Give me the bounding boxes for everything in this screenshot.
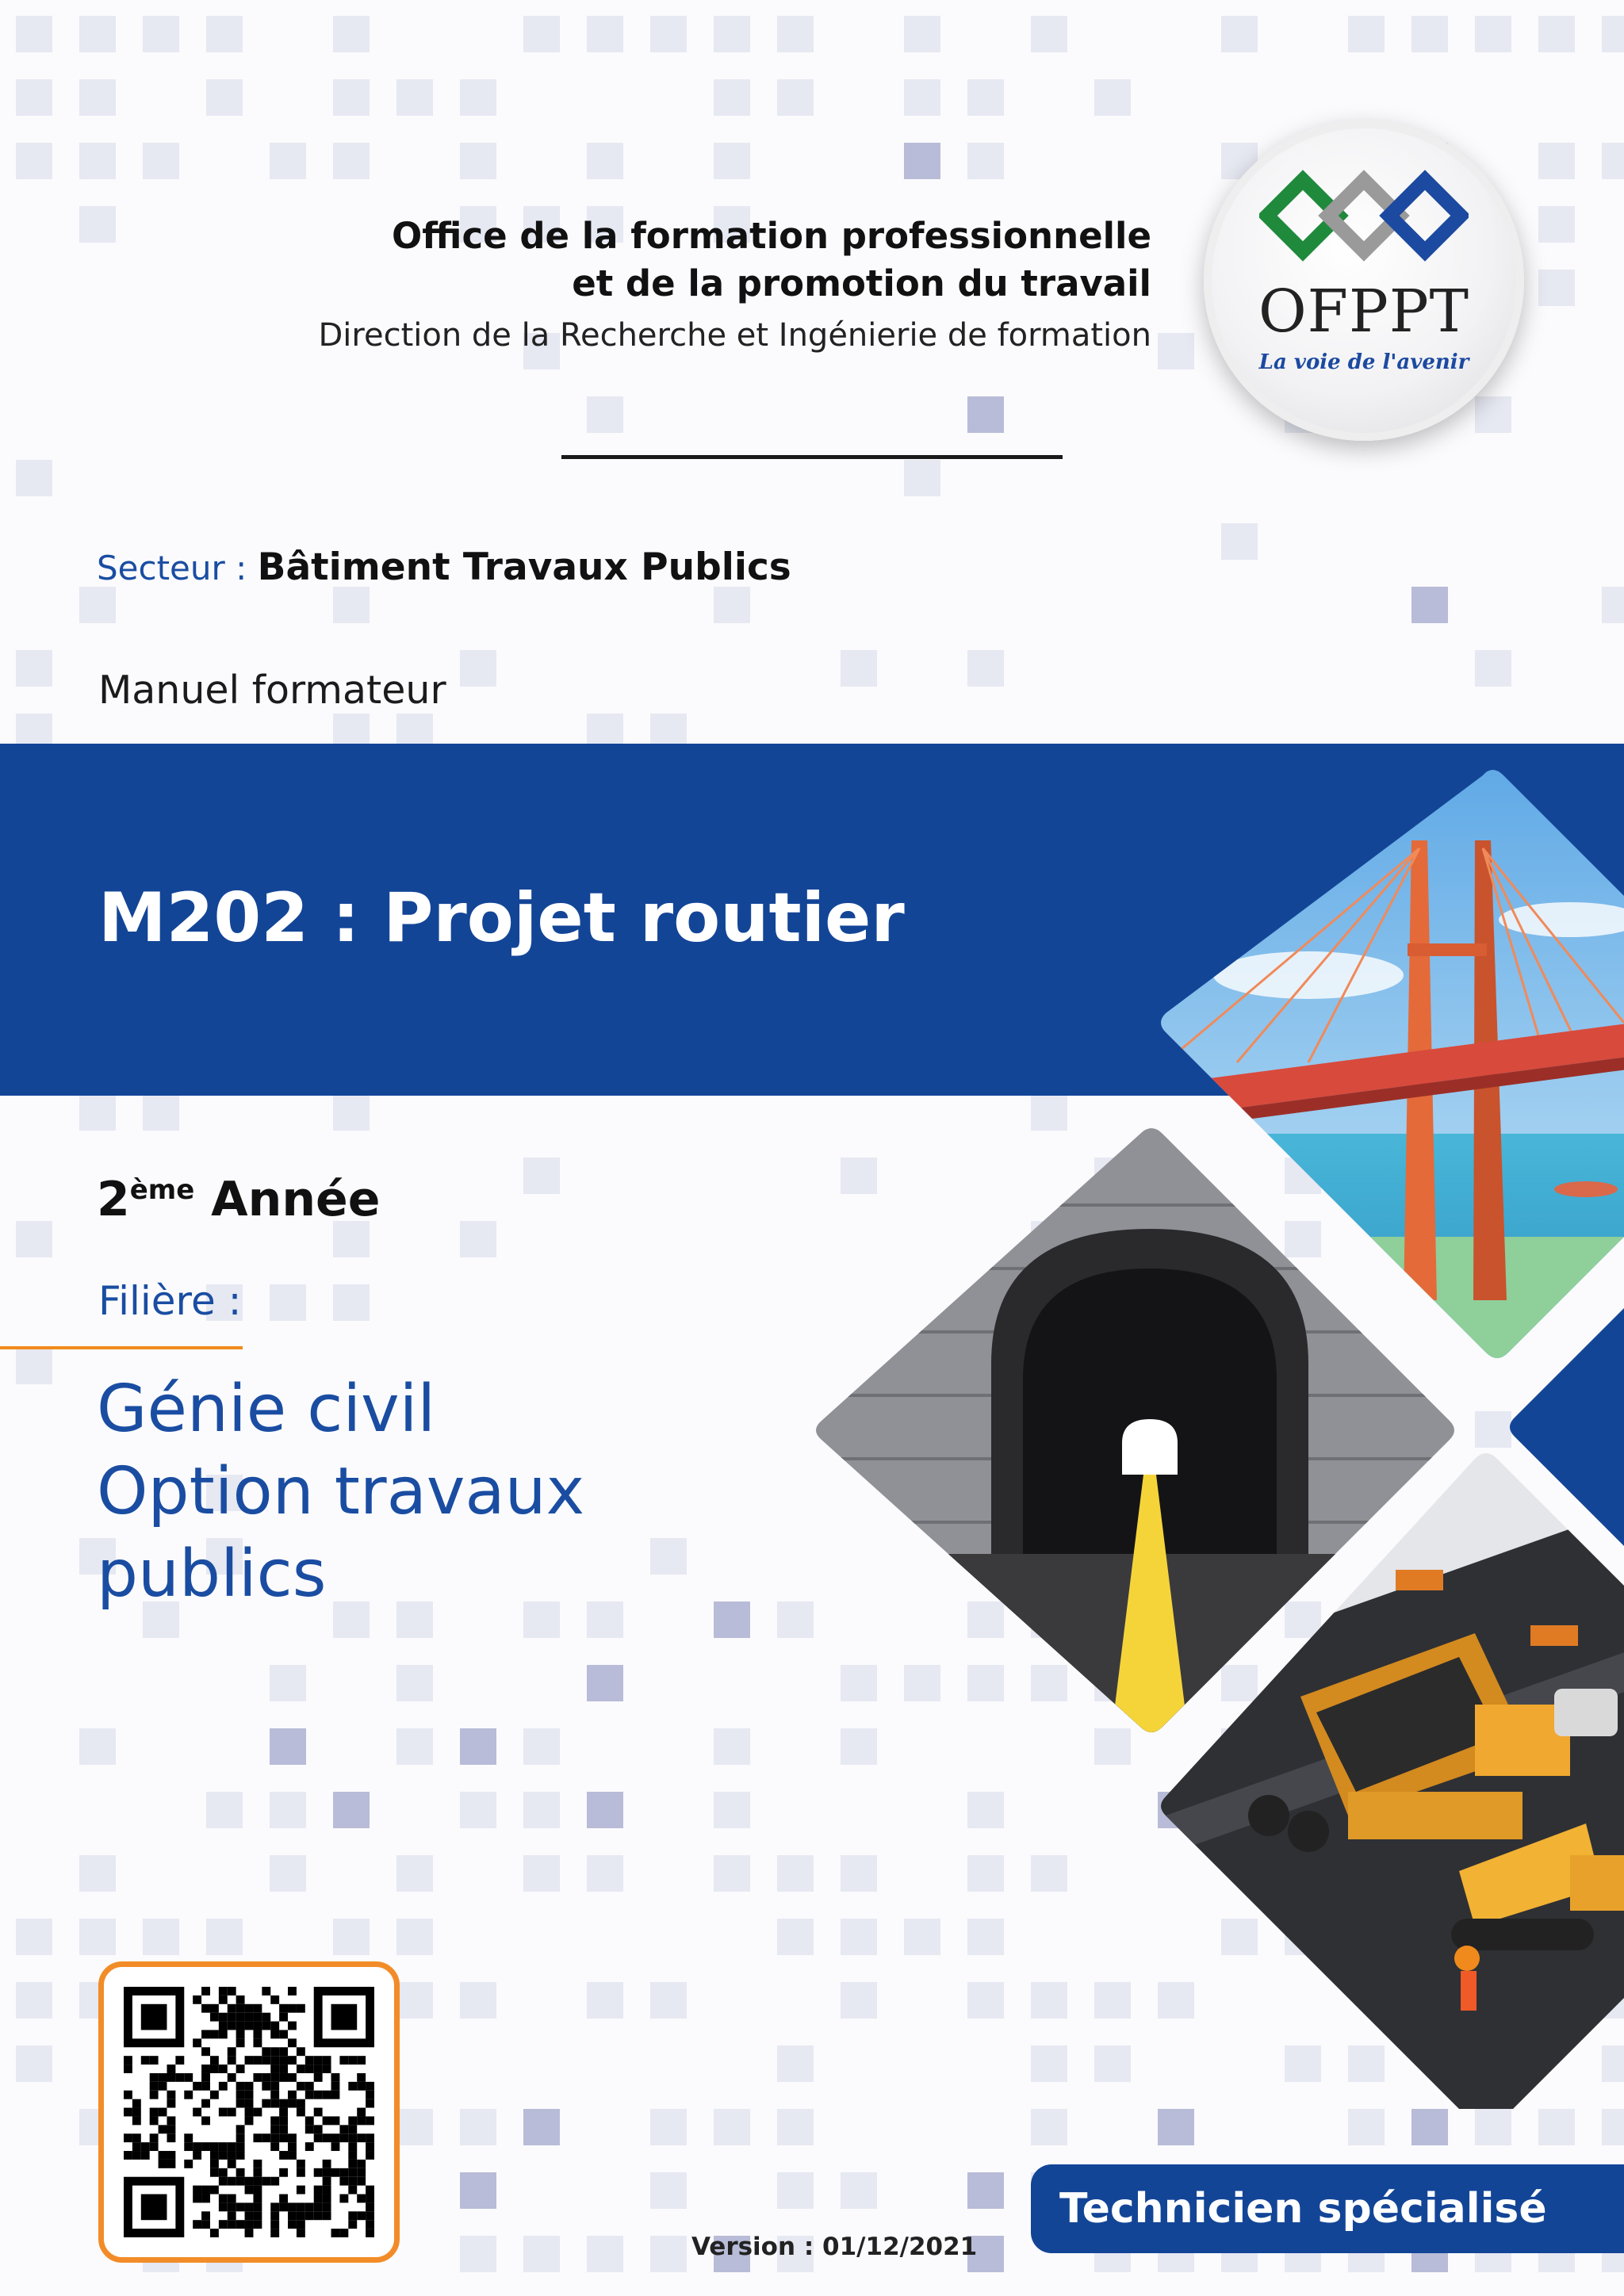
level-badge-text: Technicien spécialisé xyxy=(1059,2185,1547,2233)
sector-label: Secteur : xyxy=(97,549,258,587)
org-direction: Direction de la Recherche et Ingénierie de formation xyxy=(318,317,1151,354)
sector-line xyxy=(97,545,791,589)
filiere-line1: Génie civil xyxy=(97,1372,436,1447)
version-label: Version : 01/12/2021 xyxy=(691,2233,978,2261)
filiere-value xyxy=(97,1368,699,1616)
illustration-collage xyxy=(793,761,1624,2109)
filiere-line3: publics xyxy=(97,1536,327,1612)
logo-rings-icon xyxy=(1259,168,1469,263)
year-heading xyxy=(97,1172,380,1227)
year-suffix: ème xyxy=(129,1174,195,1206)
filiere-underline xyxy=(0,1346,243,1349)
level-badge xyxy=(1031,2164,1624,2253)
qr-code-icon[interactable] xyxy=(124,1987,374,2237)
header-divider xyxy=(561,455,1063,459)
org-name-line1: Office de la formation professionnelle xyxy=(392,215,1151,257)
ofppt-logo xyxy=(1204,121,1524,441)
organization-header xyxy=(319,212,1152,363)
year-word: Année xyxy=(194,1172,381,1227)
module-title: M202 : Projet routier xyxy=(98,878,905,958)
logo-tagline: La voie de l'avenir xyxy=(1258,350,1469,374)
sector-value: Bâtiment Travaux Publics xyxy=(257,545,791,589)
logo-name: OFPPT xyxy=(1258,277,1469,346)
year-number: 2 xyxy=(97,1172,130,1227)
filiere-line2: Option travaux xyxy=(97,1454,585,1529)
org-name-line2: et de la promotion du travail xyxy=(572,262,1151,304)
filiere-label: Filière : xyxy=(98,1278,242,1324)
qr-code-frame[interactable] xyxy=(98,1961,400,2263)
document-type: Manuel formateur xyxy=(98,668,446,713)
